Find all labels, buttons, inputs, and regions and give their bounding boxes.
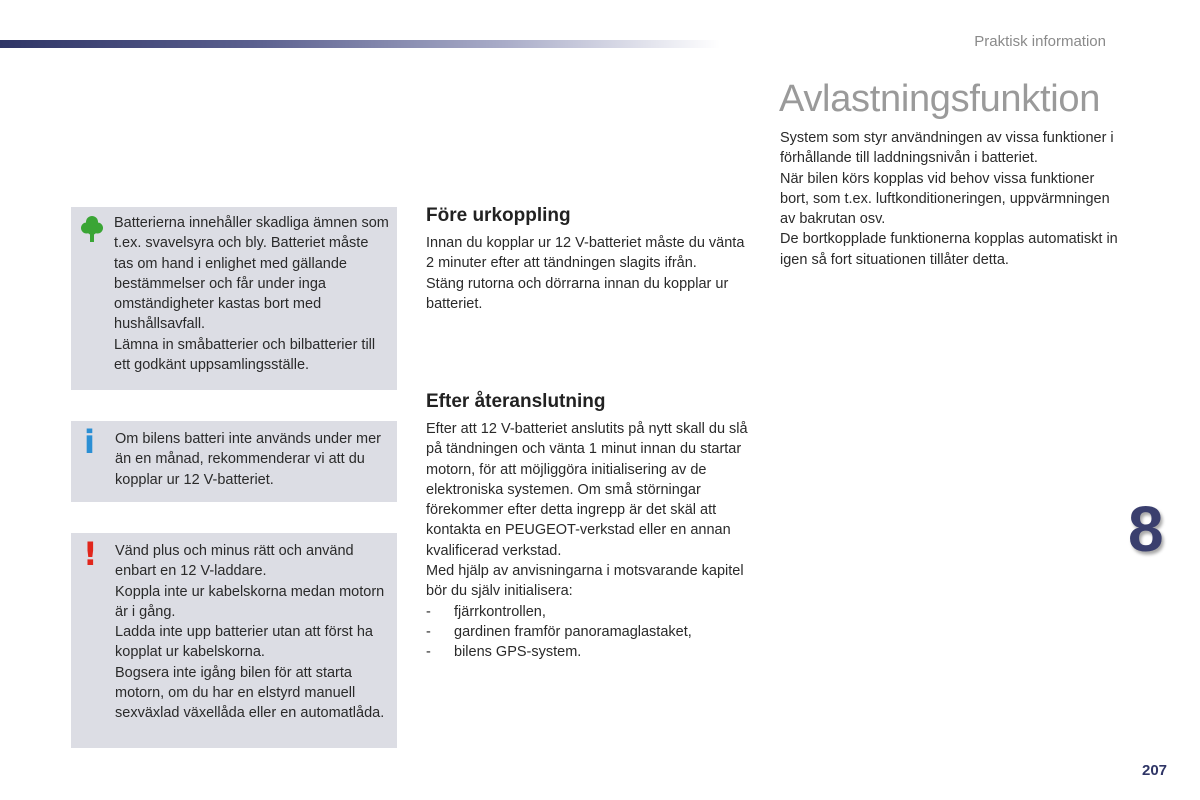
warning-note bbox=[71, 533, 397, 748]
note-paragraph: Batterierna innehåller skadliga ämnen som t.ex. svavelsyra och bly. Batteriet måste tas om hand i enlighet med gällande bestämmelser och får under inga omständigheter kastas bort med hushållsavfall. bbox=[114, 215, 389, 333]
section-label: Praktisk information bbox=[974, 33, 1106, 50]
note-paragraph: Bogsera inte igång bilen för att starta motorn, om du har en elstyrd manuell sexväxlad växellåda eller en automatlåda. bbox=[115, 664, 385, 722]
bullet-dash: - bbox=[426, 644, 431, 661]
list-item bbox=[426, 642, 756, 662]
note-text bbox=[115, 429, 391, 490]
section-paragraph: Med hjälp av anvisningarna i motsvarande kapitel bör du själv initialisera: bbox=[426, 563, 744, 600]
section-heading: Före urkoppling bbox=[426, 205, 571, 226]
intro-text bbox=[780, 128, 1120, 270]
section-heading: Efter återanslutning bbox=[426, 391, 606, 412]
section-paragraph: Efter att 12 V-batteriet anslutits på nytt skall du slå på tändningen och vänta 1 minut innan du startar motorn, för att möjliggöra initialisering av de elektroniska systemen. Om små störningar förekommer efter detta ingrepp är det skäl att kontakta en PEUGEOT-verkstad eller en annan kvalificerad verkstad. bbox=[426, 421, 748, 559]
section-paragraph: Innan du kopplar ur 12 V-batteriet måste du vänta 2 minuter efter att tändningen slagits ifrån. bbox=[426, 235, 745, 272]
list-item-text: bilens GPS-system. bbox=[454, 644, 582, 661]
bullet-dash: - bbox=[426, 623, 431, 640]
note-paragraph: Om bilens batteri inte används under mer än en månad, rekommenderar vi att du kopplar ur 12 V-batteriet. bbox=[115, 431, 381, 488]
note-paragraph: Vänd plus och minus rätt och använd enbart en 12 V-laddare. bbox=[115, 543, 354, 580]
list-item-text: gardinen framför panoramaglastaket, bbox=[454, 623, 692, 640]
before-disconnect-section bbox=[426, 205, 756, 314]
note-paragraph: Koppla inte ur kabelskorna medan motorn är i gång. bbox=[115, 583, 385, 620]
after-reconnect-section bbox=[426, 391, 756, 663]
bullet-dash: - bbox=[426, 603, 431, 620]
exclamation-icon: ! bbox=[83, 535, 98, 573]
chapter-number: 8 bbox=[1128, 493, 1164, 565]
tree-icon bbox=[81, 215, 103, 248]
intro-paragraph: När bilen körs kopplas vid behov vissa funktioner bort, som t.ex. luftkonditioneringen, uppvärmningen av bakrutan osv. bbox=[780, 170, 1110, 228]
initialize-list bbox=[426, 602, 756, 663]
info-icon: i bbox=[84, 423, 95, 461]
intro-paragraph: System som styr användningen av vissa funktioner i förhållande till laddningsnivån i batteriet. bbox=[780, 130, 1114, 167]
note-paragraph: Lämna in småbatterier och bilbatterier till ett godkänt uppsamlingsställe. bbox=[114, 336, 376, 374]
note-text bbox=[115, 541, 391, 724]
page-title: Avlastningsfunktion bbox=[779, 78, 1101, 120]
environment-note bbox=[71, 207, 397, 390]
info-note bbox=[71, 421, 397, 502]
section-paragraph: Stäng rutorna och dörrarna innan du kopplar ur batteriet. bbox=[426, 275, 729, 312]
note-paragraph: Ladda inte upp batterier utan att först ha kopplat ur kabelskorna. bbox=[115, 624, 373, 661]
list-item bbox=[426, 622, 756, 642]
header-gradient-bar bbox=[0, 40, 720, 48]
list-item-text: fjärrkontrollen, bbox=[454, 603, 546, 620]
list-item bbox=[426, 602, 756, 622]
page-number: 207 bbox=[1142, 762, 1168, 779]
note-text bbox=[114, 213, 391, 375]
intro-paragraph: De bortkopplade funktionerna kopplas automatiskt in igen så fort situationen tillåter detta. bbox=[780, 231, 1118, 268]
